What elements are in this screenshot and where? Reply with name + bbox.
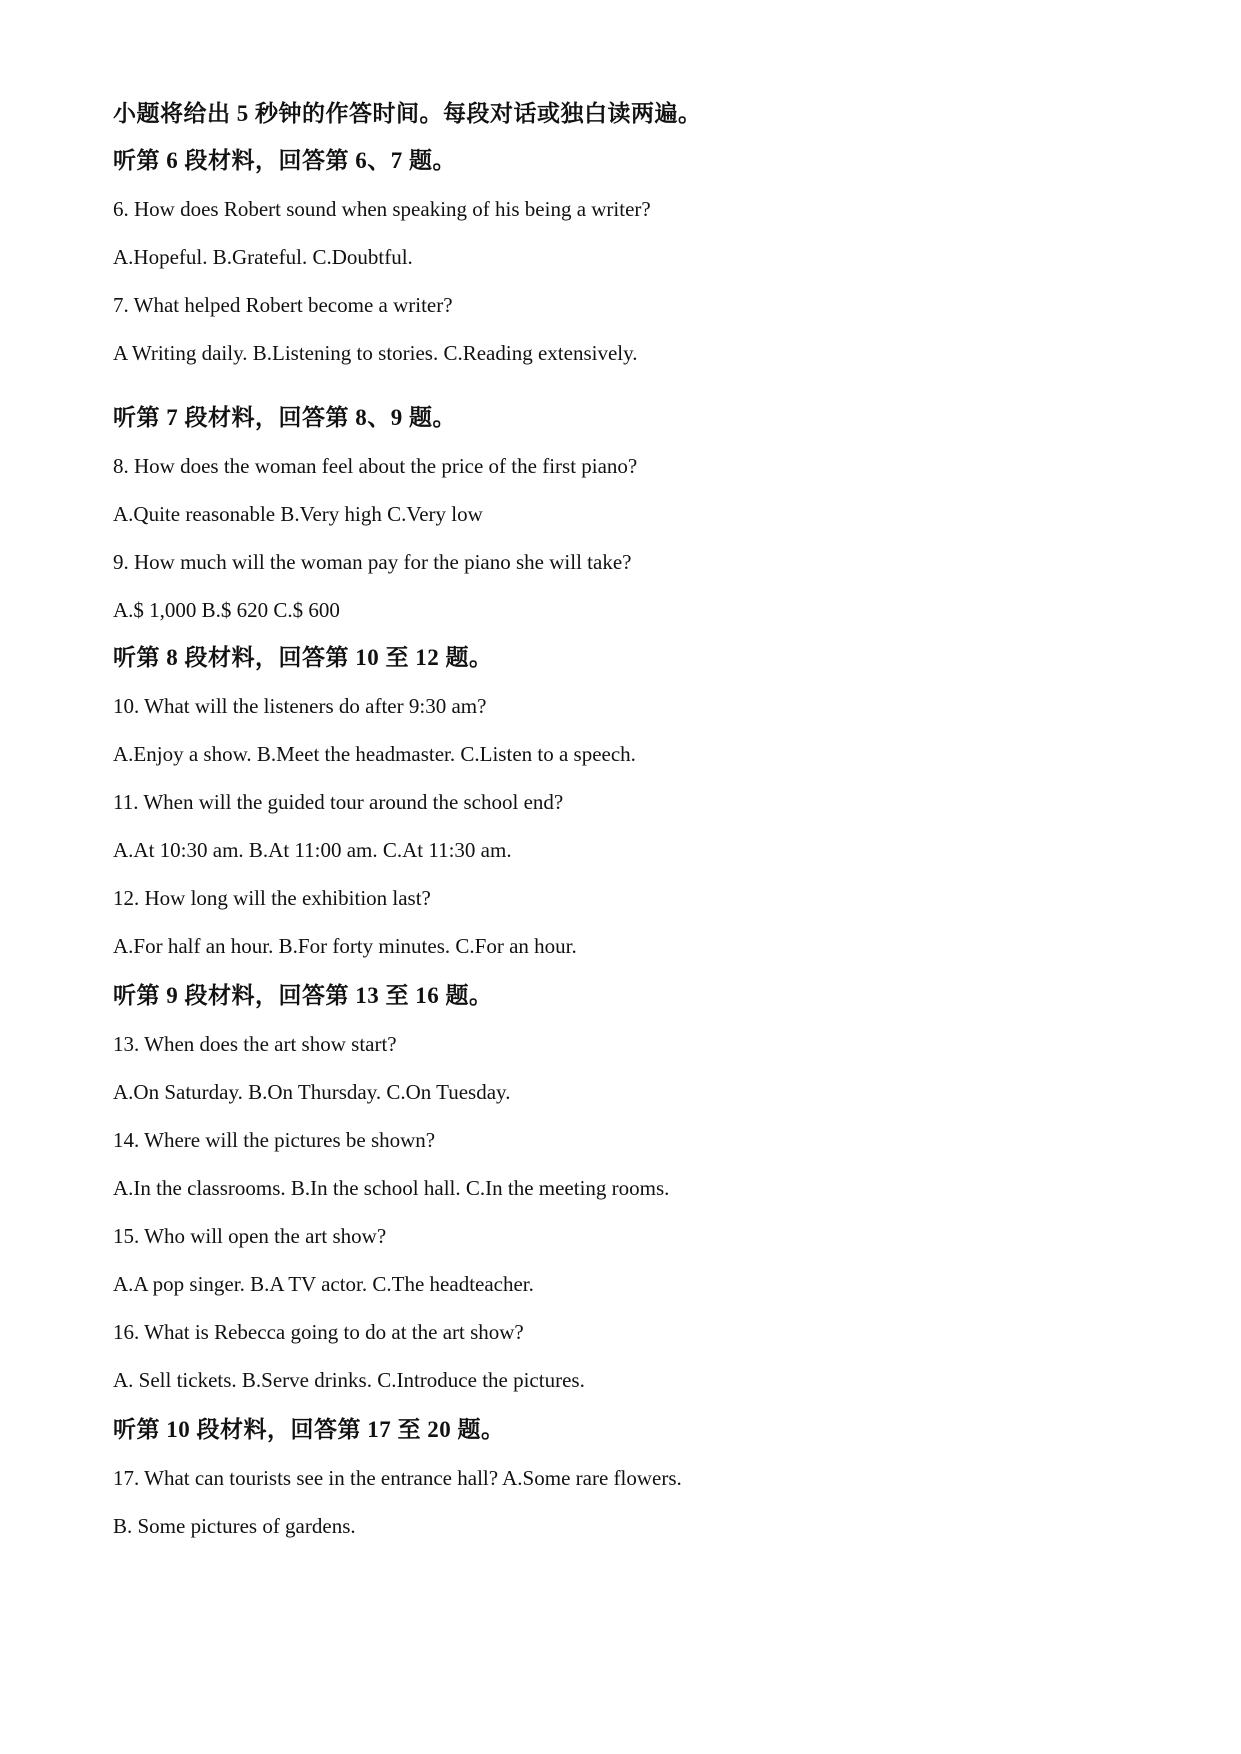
section-heading: 听第 6 段材料，回答第 6、7 题。 (113, 148, 456, 173)
options-line: A.Quite reasonable B.Very high C.Very low (113, 502, 483, 526)
section-heading: 听第 7 段材料，回答第 8、9 题。 (113, 405, 456, 430)
question-line: 7. What helped Robert become a writer? (113, 293, 453, 317)
question-line: 9. How much will the woman pay for the piano she will take? (113, 550, 632, 574)
options-line: B. Some pictures of gardens. (113, 1514, 356, 1538)
intro-text: 小题将给出 5 秒钟的作答时间。每段对话或独白读两遍。 (113, 101, 702, 126)
options-line: A. Sell tickets. B.Serve drinks. C.Introduce the pictures. (113, 1368, 585, 1392)
section-heading: 听第 8 段材料，回答第 10 至 12 题。 (113, 645, 493, 670)
options-line: A.At 10:30 am. B.At 11:00 am. C.At 11:30 am. (113, 838, 512, 862)
question-line: 6. How does Robert sound when speaking of his being a writer? (113, 197, 651, 221)
section-heading: 听第 9 段材料，回答第 13 至 16 题。 (113, 983, 493, 1008)
options-line: A.Hopeful. B.Grateful. C.Doubtful. (113, 245, 413, 269)
section-heading: 听第 10 段材料，回答第 17 至 20 题。 (113, 1417, 505, 1442)
options-line: A Writing daily. B.Listening to stories. C.Reading extensively. (113, 341, 638, 365)
question-line: 17. What can tourists see in the entrance hall? A.Some rare flowers. (113, 1466, 682, 1490)
question-line: 13. When does the art show start? (113, 1032, 397, 1056)
options-line: A.A pop singer. B.A TV actor. C.The headteacher. (113, 1272, 534, 1296)
question-line: 12. How long will the exhibition last? (113, 886, 431, 910)
question-line: 8. How does the woman feel about the price of the first piano? (113, 454, 638, 478)
options-line: A.In the classrooms. B.In the school hall. C.In the meeting rooms. (113, 1176, 670, 1200)
options-line: A.On Saturday. B.On Thursday. C.On Tuesday. (113, 1080, 511, 1104)
question-line: 10. What will the listeners do after 9:30 am? (113, 694, 487, 718)
question-line: 11. When will the guided tour around the school end? (113, 790, 564, 814)
question-line: 14. Where will the pictures be shown? (113, 1128, 436, 1152)
options-line: A.Enjoy a show. B.Meet the headmaster. C.Listen to a speech. (113, 742, 636, 766)
options-line: A.For half an hour. B.For forty minutes. C.For an hour. (113, 934, 577, 958)
options-line: A.$ 1,000 B.$ 620 C.$ 600 (113, 598, 340, 622)
question-line: 16. What is Rebecca going to do at the art show? (113, 1320, 524, 1344)
question-line: 15. Who will open the art show? (113, 1224, 387, 1248)
